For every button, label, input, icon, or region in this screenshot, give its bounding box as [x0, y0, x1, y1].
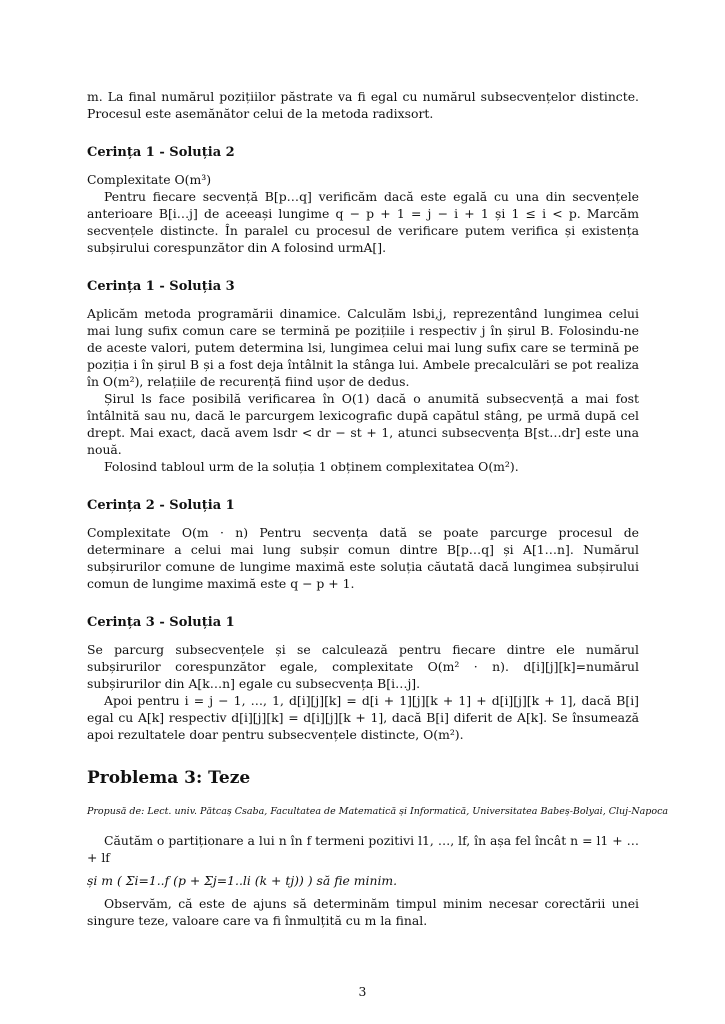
page-body: [87, 88, 669, 929]
paragraph: Șirul ls face posibilă verificarea în O(1) dacă o anumită subsecvență a mai fost întâlnită sau nu, dacă le parcurgem lexicografic după capătul stâng, pe urmă după cel drept. Mai exact, dacă avem lsdr < dr − st + 1, atunci subsecvența B[st…dr] este una nouă.: [87, 391, 639, 457]
problem-title: Problema 3: Teze: [87, 768, 251, 788]
section-heading-c2-s1: Cerința 2 - Soluția 1: [87, 498, 235, 513]
page-number: 3: [358, 984, 367, 999]
section-heading-c1-s3: Cerința 1 - Soluția 3: [87, 279, 235, 294]
paragraph: Se parcurg subsecvențele și se calculează pentru fiecare dintre ele numărul subșirurilor corespunzător egale, complexitate O(m² · n). d[i][j][k]=numărul subșirurilor din A[k…n] egale cu subsecvența B[i…j].: [87, 642, 639, 691]
paragraph: Folosind tabloul urm de la soluția 1 obținem complexitatea O(m²).: [104, 459, 519, 474]
paragraph: Pentru fiecare secvență B[p…q] verificăm dacă este egală cu una din secvențele anterioare B[i…j] de aceeași lungime q − p + 1 = j − i + 1 și 1 ≤ i < p. Marcăm secvențele distincte. În paralel cu procesul de verificare putem verifica și existența subșirului corespunzător din A folosind urmA[].: [87, 189, 639, 255]
paragraph: Complexitate O(m · n) Pentru secvența dată se poate parcurge procesul de determinare a celui mai lung subșir comun dintre B[p…q] și A[1…n]. Numărul subșirurilor comune de lungime maximă este soluția căutată dacă lungimea subșirului comun de lungime maximă este q − p + 1.: [87, 525, 639, 591]
problem-credit: Propusă de: Lect. univ. Pătcaș Csaba, Facultatea de Matematică și Informatică, Universitatea Babeș-Bolyai, Cluj-Napoca: [87, 806, 669, 817]
intro-paragraph: m. La final numărul pozițiilor păstrate va fi egal cu numărul subsecvențelor distincte. Procesul este asemănător celui de la metoda radixsort.: [87, 89, 639, 121]
paragraph: Observăm, că este de ajuns să determinăm timpul minim necesar corectării unei singure teze, valoare care va fi înmulțită cu m la final.: [87, 896, 639, 928]
paragraph: Complexitate O(m³): [87, 172, 212, 187]
paragraph: Aplicăm metoda programării dinamice. Calculăm lsbi,j, reprezentând lungimea celui mai lung sufix comun care se termină pe pozițiile i respectiv j în șirul B. Folosindu-ne de aceste valori, putem determina lsi, lungimea celui mai lung sufix care se termină pe poziția i în șirul B și a fost deja întâlnit la stânga lui. Ambele precalculări se pot realiza în O(m²), relațiile de recurență fiind ușor de dedus.: [87, 306, 639, 389]
paragraph: Căutăm o partiționare a lui n în f termeni pozitivi l1, …, lf, în așa fel încât n = l1 + … + lf: [87, 833, 639, 865]
section-heading-c3-s1: Cerința 3 - Soluția 1: [87, 615, 235, 630]
section-heading-c1-s2: Cerința 1 - Soluția 2: [87, 145, 235, 160]
formula-line: și m ( Σi=1..f (p + Σj=1..li (k + tj)) ) să fie minim.: [87, 873, 398, 888]
paragraph: Apoi pentru i = j − 1, …, 1, d[i][j][k] = d[i + 1][j][k + 1] + d[i][j][k + 1], dacă B[i] egal cu A[k] respectiv d[i][j][k] = d[i][j][k + 1], dacă B[i] diferit de A[k]. Se însumează apoi rezultatele doar pentru subsecvențele distincte, O(m²).: [87, 693, 639, 742]
